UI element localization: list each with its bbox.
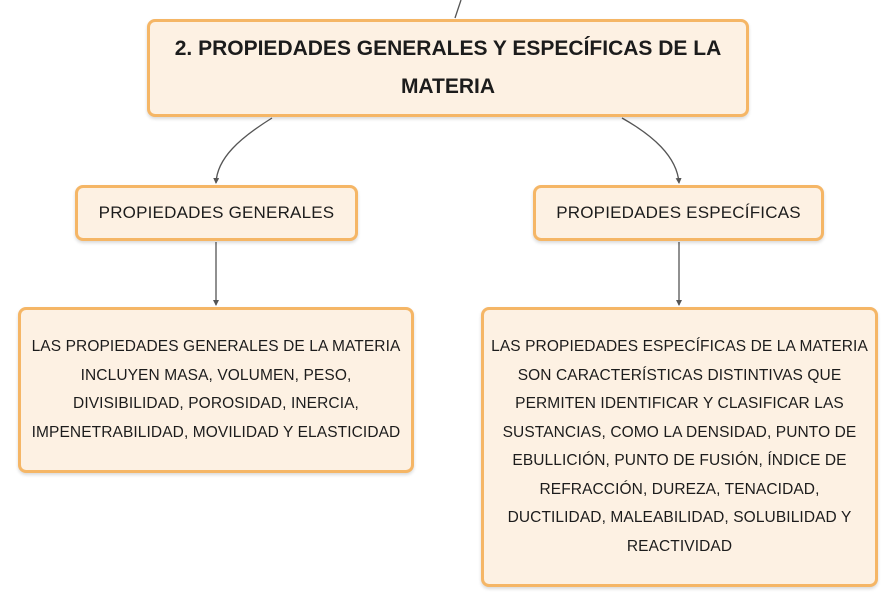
parent-connector bbox=[455, 0, 461, 18]
topic-node-specific[interactable] bbox=[533, 185, 824, 241]
description-general-text: LAS PROPIEDADES GENERALES DE LA MATERIA INCLUYEN MASA, VOLUMEN, PESO, DIVISIBILIDAD, POROSIDAD, INERCIA, IMPENETRABILIDAD, MOVILIDAD Y ELASTICIDAD bbox=[31, 338, 401, 441]
description-specific-text: LAS PROPIEDADES ESPECÍFICAS DE LA MATERIA SON CARACTERÍSTICAS DISTINTIVAS QUE PERMITEN IDENTIFICAR Y CLASIFICAR LAS SUSTANCIAS, COMO LA DENSIDAD, PUNTO DE EBULLICIÓN, PUNTO DE FUSIÓN, ÍNDICE DE REFRACCIÓN, DUREZA, TENACIDAD, DUCTILIDAD, MALEABILIDAD, SOLUBILIDAD Y REACTIVIDAD bbox=[491, 338, 868, 555]
description-node-general[interactable] bbox=[18, 307, 414, 473]
root-title: 2. PROPIEDADES GENERALES Y ESPECÍFICAS DE LA MATERIA bbox=[174, 37, 722, 98]
topic-node-general[interactable] bbox=[75, 185, 358, 241]
topic-general-label: PROPIEDADES GENERALES bbox=[98, 203, 335, 222]
connector-root-to-general bbox=[216, 118, 272, 183]
description-node-specific[interactable] bbox=[481, 307, 878, 587]
connector-root-to-specific bbox=[622, 118, 679, 183]
root-node[interactable] bbox=[147, 19, 749, 117]
topic-specific-label: PROPIEDADES ESPECÍFICAS bbox=[556, 203, 801, 222]
